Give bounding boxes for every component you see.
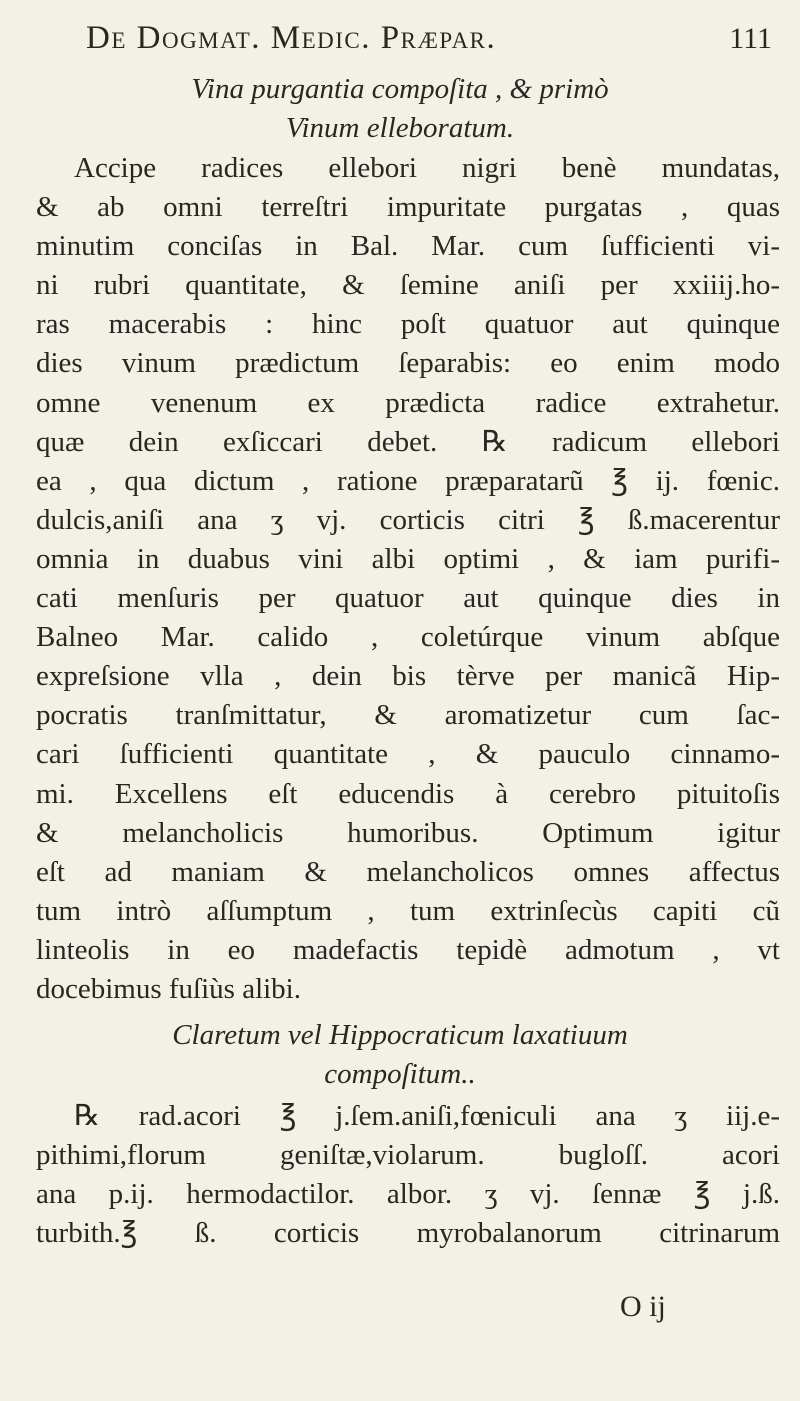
heading-line: Vinum elleboratum. (285, 112, 515, 144)
section-body-claretum (36, 1097, 780, 1253)
page-number: 111 (729, 22, 772, 55)
text-line: Balneo Mar. calido , coletúrque vinum abſque (36, 621, 780, 654)
section-heading-vina-purgantia (0, 70, 800, 148)
text-line: pocratis tranſmittatur, & aromatizetur cum ſac- (36, 699, 780, 732)
text-line: ana p.ij. hermodactilor. albor. ʒ vj. ſennæ ℥ j.ß. (36, 1178, 780, 1211)
text-line: ea , qua dictum , ratione præparatarũ ℥ ij. fœnic. (36, 464, 780, 497)
text-line: turbith.℥ ß. corticis myrobalanorum citrinarum (36, 1217, 780, 1250)
heading-line: Vina purgantia compoſita , & primò (191, 73, 609, 105)
section-body-vinum-elleboratum (36, 149, 780, 1009)
text-line: ℞ rad.acori ℥ j.ſem.aniſi,fœniculi ana ʒ iij.e- (74, 1100, 780, 1132)
text-line: omne venenum ex prædicta radice extrahetur. (36, 386, 780, 419)
text-line: docebimus fuſiùs alibi. (36, 972, 301, 1005)
text-line: dies vinum prædictum ſeparabis: eo enim modo (36, 347, 780, 380)
text-line: Accipe radices ellebori nigri benè mundatas, (74, 152, 780, 184)
running-header (86, 20, 772, 70)
text-line: ras macerabis : hinc poſt quatuor aut quinque (36, 308, 780, 341)
text-line: mi. Excellens eſt educendis à cerebro pituitoſis (36, 777, 780, 810)
catchword: O ij (620, 1290, 666, 1323)
text-line: quæ dein exſiccari debet. ℞ radicum ellebori (36, 425, 780, 458)
text-line: pithimi,florum geniſtæ,violarum. bugloſſ. acori (36, 1139, 780, 1172)
text-line: omnia in duabus vini albi optimi , & iam purifi- (36, 542, 780, 575)
text-line: & melancholicis humoribus. Optimum igitur (36, 816, 780, 849)
text-line: & ab omni terreſtri impuritate purgatas , quas (36, 191, 780, 224)
heading-line: compoſitum.. (324, 1058, 476, 1090)
text-line: ni rubri quantitate, & ſemine aniſi per xxiiij.ho- (36, 269, 780, 302)
running-title: De Dogmat. Medic. Præpar. (86, 20, 497, 56)
text-line: eſt ad maniam & melancholicos omnes affectus (36, 855, 780, 888)
heading-line: Claretum vel Hippocraticum laxatiuum (172, 1019, 628, 1051)
text-line: dulcis,aniſi ana ʒ vj. corticis citri ℥ ß.macerentur (36, 503, 780, 536)
section-heading-claretum (0, 1016, 800, 1094)
text-line: cari ſufficienti quantitate , & pauculo cinnamo- (36, 738, 780, 771)
text-line: expreſsione vlla , dein bis tèrve per manicã Hip- (36, 660, 780, 693)
text-line: cati menſuris per quatuor aut quinque dies in (36, 582, 780, 615)
text-line: minutim conciſas in Bal. Mar. cum ſufficienti vi- (36, 230, 780, 263)
text-line: linteolis in eo madefactis tepidè admotum , vt (36, 933, 780, 966)
text-line: tum intrò aſſumptum , tum extrinſecùs capiti cũ (36, 894, 780, 927)
